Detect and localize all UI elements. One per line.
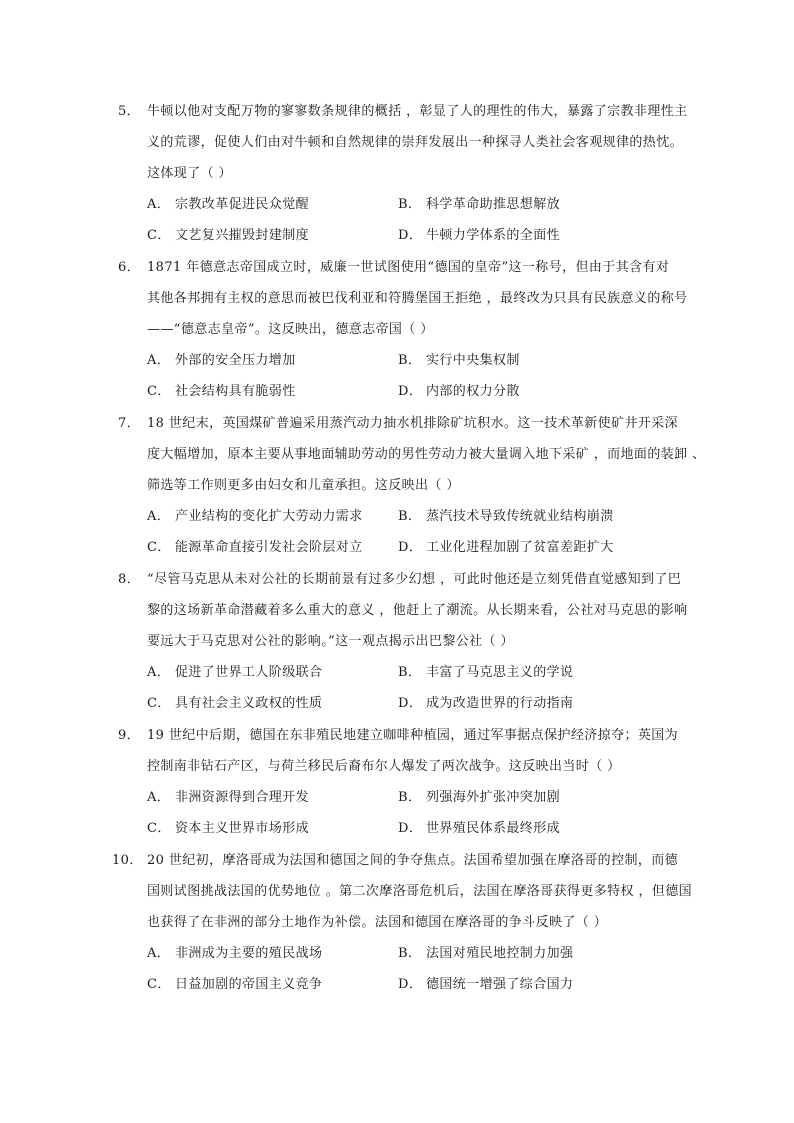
option-letter: C． (147, 821, 171, 836)
option-letter: C． (147, 540, 171, 555)
question-6 (118, 252, 698, 407)
option-letter: C． (147, 696, 171, 711)
option-list (118, 782, 698, 844)
question-stem-line (118, 96, 698, 127)
option-text: 丰富了马克思主义的学说 (426, 665, 574, 680)
option-text: 能源革命直接引发社会阶层对立 (175, 540, 363, 555)
question-10 (112, 845, 692, 1000)
option-row (118, 969, 698, 1000)
question-stem-line: 黎的这场新革命潜藏着多么重大的意义 ，他赶上了潮流。从长期来看，公社对马克思的影响 (147, 603, 688, 618)
question-5 (118, 96, 698, 251)
option-text: 社会结构具有脆弱性 (175, 384, 296, 399)
option-text: 成为改造世界的行动指南 (426, 696, 574, 711)
option-d[interactable] (398, 220, 560, 251)
question-9 (118, 720, 698, 844)
option-letter: B． (398, 946, 422, 961)
option-letter: A． (147, 509, 171, 524)
question-number: 8． (118, 572, 141, 587)
option-row (118, 657, 698, 688)
option-c[interactable] (147, 220, 309, 251)
option-letter: D． (398, 696, 423, 711)
question-stem-line: 国则试图挑战法国的优势地位 。第二次摩洛哥危机后，法国在摩洛哥获得更多特权 ，但德国 (147, 884, 693, 899)
option-letter: B． (398, 665, 422, 680)
option-letter: D． (398, 228, 423, 243)
option-letter: B． (398, 353, 422, 368)
question-stem-line (118, 252, 698, 283)
option-list (118, 657, 698, 719)
option-a[interactable] (147, 657, 322, 688)
question-stem-line: 义的荒谬，促使人们由对牛顿和自然规律的崇拜发展出一种探寻人类社会客观规律的热忱。 (147, 135, 684, 150)
option-b[interactable] (398, 782, 560, 813)
stem-text: 牛顿以他对支配万物的寥寥数条规律的概括 ，彰显了人的理性的伟大，暴露了宗教非理性主 (147, 104, 688, 119)
option-d[interactable] (398, 813, 560, 844)
question-stem-line (118, 564, 698, 595)
option-letter: B． (398, 197, 422, 212)
option-letter: D． (398, 540, 423, 555)
question-stem-line: 要远大于马克思对公社的影响。”这一观点揭示出巴黎公社（ ） (147, 634, 514, 649)
option-letter: D． (398, 977, 423, 992)
option-row (118, 189, 698, 220)
option-row (118, 220, 698, 251)
option-d[interactable] (398, 688, 573, 719)
question-7 (118, 408, 706, 563)
option-d[interactable] (398, 532, 614, 563)
option-b[interactable] (398, 345, 520, 376)
option-a[interactable] (147, 938, 322, 969)
option-row (118, 532, 698, 563)
option-text: 非洲资源得到合理开发 (175, 790, 310, 805)
question-number: 9． (118, 728, 141, 743)
option-letter: A． (147, 946, 171, 961)
option-b[interactable] (398, 938, 573, 969)
option-letter: B． (398, 790, 422, 805)
option-b[interactable] (398, 501, 614, 532)
option-c[interactable] (147, 532, 363, 563)
option-text: 工业化进程加剧了贫富差距扩大 (426, 540, 614, 555)
option-text: 非洲成为主要的殖民战场 (175, 946, 323, 961)
stem-text: 19 世纪中后期，德国在东非殖民地建立咖啡种植园，通过军事据点保护经济掠夺；英国为 (147, 728, 679, 743)
question-stem-line (112, 845, 692, 876)
option-a[interactable] (147, 501, 363, 532)
option-text: 世界殖民体系最终形成 (426, 821, 561, 836)
question-stem-line: 其他各邦拥有主权的意思而被巴伐利亚和符腾堡国王拒绝 ，最终改为只具有民族意义的称号 (147, 291, 688, 306)
option-text: 内部的权力分散 (426, 384, 520, 399)
option-list (118, 345, 698, 407)
question-number: 7． (118, 416, 141, 431)
option-row (118, 501, 698, 532)
option-letter: A． (147, 197, 171, 212)
option-text: 外部的安全压力增加 (175, 353, 296, 368)
option-text: 蒸汽技术导致传统就业结构崩溃 (426, 509, 614, 524)
option-letter: C． (147, 977, 171, 992)
option-text: 促进了世界工人阶级联合 (175, 665, 323, 680)
option-b[interactable] (398, 189, 560, 220)
question-number: 6． (118, 260, 141, 275)
option-a[interactable] (147, 345, 296, 376)
question-number: 5． (118, 104, 141, 119)
question-stem-line: 度大幅增加，原本主要从事地面辅助劳动的男性劳动力被大量调入地下采矿 ，而地面的装卸 、 (147, 447, 706, 462)
option-text: 德国统一增强了综合国力 (426, 977, 574, 992)
option-text: 宗教改革促进民众觉醒 (175, 197, 310, 212)
option-row (118, 376, 698, 407)
option-letter: B． (398, 509, 422, 524)
option-text: 资本主义世界市场形成 (175, 821, 310, 836)
question-number: 10． (112, 853, 143, 868)
option-letter: A． (147, 790, 171, 805)
question-8 (118, 564, 698, 719)
option-row (118, 782, 698, 813)
option-text: 具有社会主义政权的性质 (175, 696, 323, 711)
option-letter: D． (398, 821, 423, 836)
option-text: 牛顿力学体系的全面性 (426, 228, 561, 243)
option-b[interactable] (398, 657, 573, 688)
option-list (118, 501, 698, 563)
option-c[interactable] (147, 969, 322, 1000)
question-stem-line (118, 408, 698, 439)
option-text: 列强海外扩张冲突加剧 (426, 790, 561, 805)
stem-text: 20 世纪初，摩洛哥成为法国和德国之间的争夺焦点。法国希望加强在摩洛哥的控制，而德 (147, 853, 679, 868)
option-row (118, 688, 698, 719)
option-text: 科学革命助推思想解放 (426, 197, 561, 212)
option-text: 法国对殖民地控制力加强 (426, 946, 574, 961)
option-row (118, 345, 698, 376)
option-c[interactable] (147, 376, 296, 407)
question-stem-line: 筛选等工作则更多由妇女和儿童承担。这反映出（ ） (147, 478, 460, 493)
option-row (118, 938, 698, 969)
stem-text: 18 世纪末，英国煤矿普遍采用蒸汽动力抽水机排除矿坑积水。这一技术革新使矿井开采深 (147, 416, 679, 431)
option-c[interactable] (147, 688, 322, 719)
option-c[interactable] (147, 813, 309, 844)
question-stem-line: 这体现了（ ） (147, 166, 232, 181)
option-letter: C． (147, 384, 171, 399)
question-stem-line: 也获得了在非洲的部分土地作为补偿。法国和德国在摩洛哥的争斗反映了（ ） (147, 915, 608, 930)
option-text: 产业结构的变化扩大劳动力需求 (175, 509, 363, 524)
option-list (118, 938, 698, 1000)
option-a[interactable] (147, 782, 309, 813)
stem-text: “尽管马克思从未对公社的长期前景有过多少幻想 ，可此时他还是立刻凭借直觉感知到了巴 (147, 572, 682, 587)
option-d[interactable] (398, 376, 520, 407)
option-letter: A． (147, 665, 171, 680)
question-stem-line (118, 720, 698, 751)
question-stem-line: 控制南非钻石产区，与荷兰移民后裔布尔人爆发了两次战争。这反映出当时（ ） (147, 759, 621, 774)
stem-text: 1871 年德意志帝国成立时，威廉一世试图使用“德国的皇帝”这一称号，但由于其含有对 (147, 260, 670, 275)
option-text: 日益加剧的帝国主义竞争 (175, 977, 323, 992)
option-list (118, 189, 698, 251)
option-d[interactable] (398, 969, 573, 1000)
option-text: 文艺复兴摧毁封建制度 (175, 228, 310, 243)
question-stem-line: ——“德意志皇帝”。这反映出，德意志帝国（ ） (147, 322, 434, 337)
option-letter: A． (147, 353, 171, 368)
option-letter: C． (147, 228, 171, 243)
option-letter: D． (398, 384, 423, 399)
option-text: 实行中央集权制 (426, 353, 520, 368)
option-a[interactable] (147, 189, 309, 220)
option-row (118, 813, 698, 844)
